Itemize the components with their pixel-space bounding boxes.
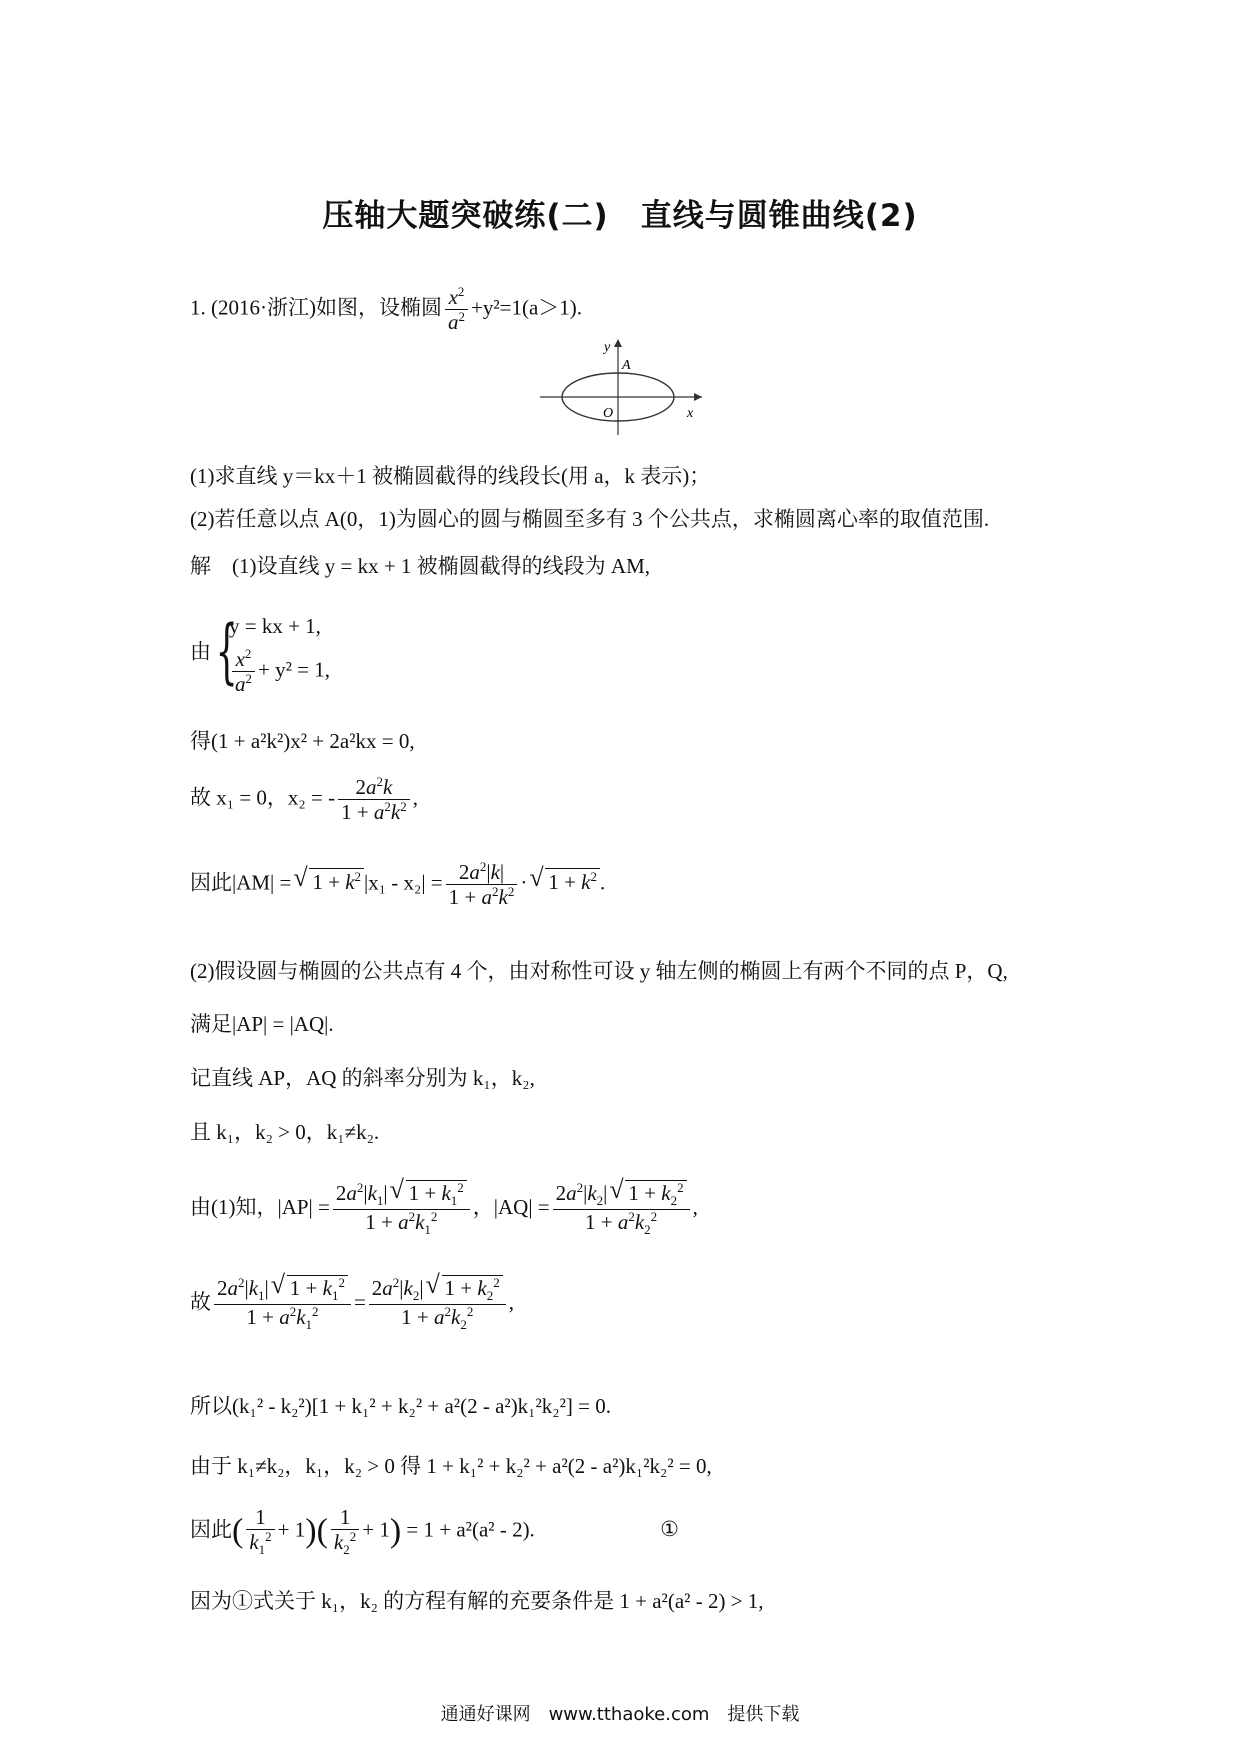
solution-step-6: (2)假设圆与椭圆的公共点有 4 个，由对称性可设 y 轴左侧的椭圆上有两个不同的点 P，Q,: [190, 959, 1008, 983]
problem-intro: [190, 285, 582, 334]
system-eq-2: $\frac{x^2}{a^2}$ + y² = 1,: [229, 647, 330, 696]
step-10-mid: ，|AQ| =: [472, 1194, 550, 1219]
eq-right-fraction: $\frac{2a^2|k_2|√ 1 + k_2^2}{1 + a^2k_2^2}$: [369, 1275, 506, 1333]
system-eq-2-rest: + y² = 1,: [258, 657, 330, 682]
step-14-suffix: = 1 + a²(a² - 2).: [406, 1517, 535, 1542]
ellipse-figure: [530, 335, 710, 440]
solution-step-4: 故 x₁ = 0，x₂ = - $\frac{2a^2k}{1 + a^2k^2}$ ,: [190, 774, 418, 825]
system-eq-1: y = kx + 1,: [229, 614, 321, 638]
ap-fraction: $\frac{2a^2|k_1|√ 1 + k_1^2}{1 + a^2k_1^2}$: [333, 1180, 470, 1238]
system-equations: [229, 605, 330, 696]
problem-number: 1.: [190, 295, 206, 320]
solution-step-13: 由于 k₁≠k₂，k₁，k₂ > 0 得 1 + k₁² + k₂² + a²(2 - a²)k₁²k₂² = 0,: [190, 1454, 712, 1478]
label-O: O: [603, 406, 614, 421]
step-5-prefix: 因此|AM| =: [190, 870, 292, 895]
problem-intro-eq: +y²=1(a＞1).: [470, 295, 583, 320]
page-footer: 通通好课网 www.tthaoke.com 提供下载: [440, 1704, 800, 1725]
problem-source: (2016·浙江): [211, 295, 316, 320]
eq-left-fraction: $\frac{2a^2|k_1|√ 1 + k_1^2}{1 + a^2k_1^2}$: [214, 1275, 351, 1333]
step-5-mid: |x₁ - x₂| =: [364, 870, 443, 895]
solution-step-11: 故 $\frac{2a^2|k_1|√ 1 + k_1^2}{1 + a^2k_1^2}$ = $\frac{2a^2|k_2|√ 1 + k_2^2}{1 + a^2k_2^2}$ ,: [190, 1275, 514, 1333]
step-14-prefix: 因此: [190, 1517, 232, 1542]
ellipse-fraction: $\frac{x^2}{a^2}$: [445, 285, 468, 334]
equation-mark: ①: [660, 1517, 679, 1542]
step-11-prefix: 故: [190, 1289, 211, 1314]
solution-step-3: 得(1 + a²k²)x² + 2a²kx = 0,: [190, 729, 415, 753]
solution-step-10: 由(1)知，|AP| = $\frac{2a^2|k_1|√ 1 + k_1^2}{1 + a^2k_1^2}$ ，|AQ| = $\frac{2a^2|k_2|√ 1 + k_2^2}{1 + a^2k_2^2}$ ,: [190, 1180, 698, 1238]
x2-fraction: $\frac{2a^2k}{1 + a^2k^2}$: [338, 775, 410, 824]
system-prefix: 由: [190, 639, 211, 664]
solution-step-1: 解 (1)设直线 y = kx + 1 被椭圆截得的线段为 AM,: [190, 554, 651, 578]
solution-step-14: 因此( $\frac{1}{k_1^2}$ + 1)( $\frac{1}{k_2^2}$ + 1) = 1 + a²(a² - 2). ①: [190, 1505, 679, 1558]
step-4-prefix: 故 x₁ = 0，x₂ = -: [190, 785, 336, 810]
problem-intro-text: 如图，设椭圆: [315, 295, 442, 320]
solution-step-9: 且 k₁，k₂ > 0，k₁≠k₂.: [190, 1120, 380, 1144]
label-y: y: [604, 340, 611, 355]
label-x: x: [687, 406, 694, 421]
label-A: A: [622, 358, 631, 373]
question-2: (2)若任意以点 A(0，1)为圆心的圆与椭圆至多有 3 个公共点，求椭圆离心率的取值范围.: [190, 507, 990, 531]
solution-system: [190, 605, 330, 696]
solution-step-8: 记直线 AP，AQ 的斜率分别为 k₁，k₂,: [190, 1066, 535, 1090]
y-axis-arrow: [614, 339, 622, 347]
solution-step-5: 因此|AM| =√ $1 + k^2$ |x₁ - x₂| = $\frac{2a^2|k|}{1 + a^2k^2}$ ·√ $1 + k^2$ .: [190, 860, 605, 909]
x-axis-arrow: [694, 393, 702, 401]
am-fraction: $\frac{2a^2|k|}{1 + a^2k^2}$: [446, 860, 518, 909]
question-1: (1)求直线 y＝kx＋1 被椭圆截得的线段长(用 a，k 表示)；: [190, 464, 711, 488]
solution-step-7: 满足|AP| = |AQ|.: [190, 1012, 334, 1036]
system-brace: {: [215, 609, 238, 692]
solution-step-12: 所以(k₁² - k₂²)[1 + k₁² + k₂² + a²(2 - a²)k₁²k₂²] = 0.: [190, 1394, 612, 1418]
page-title: 压轴大题突破练(二) 直线与圆锥曲线(2): [322, 198, 918, 234]
aq-fraction: $\frac{2a^2|k_2|√ 1 + k_2^2}{1 + a^2k_2^2}$: [553, 1180, 690, 1238]
step-10-prefix: 由(1)知，|AP| =: [190, 1194, 330, 1219]
solution-step-15: 因为①式关于 k₁，k₂ 的方程有解的充要条件是 1 + a²(a² - 2) > 1,: [190, 1589, 764, 1613]
